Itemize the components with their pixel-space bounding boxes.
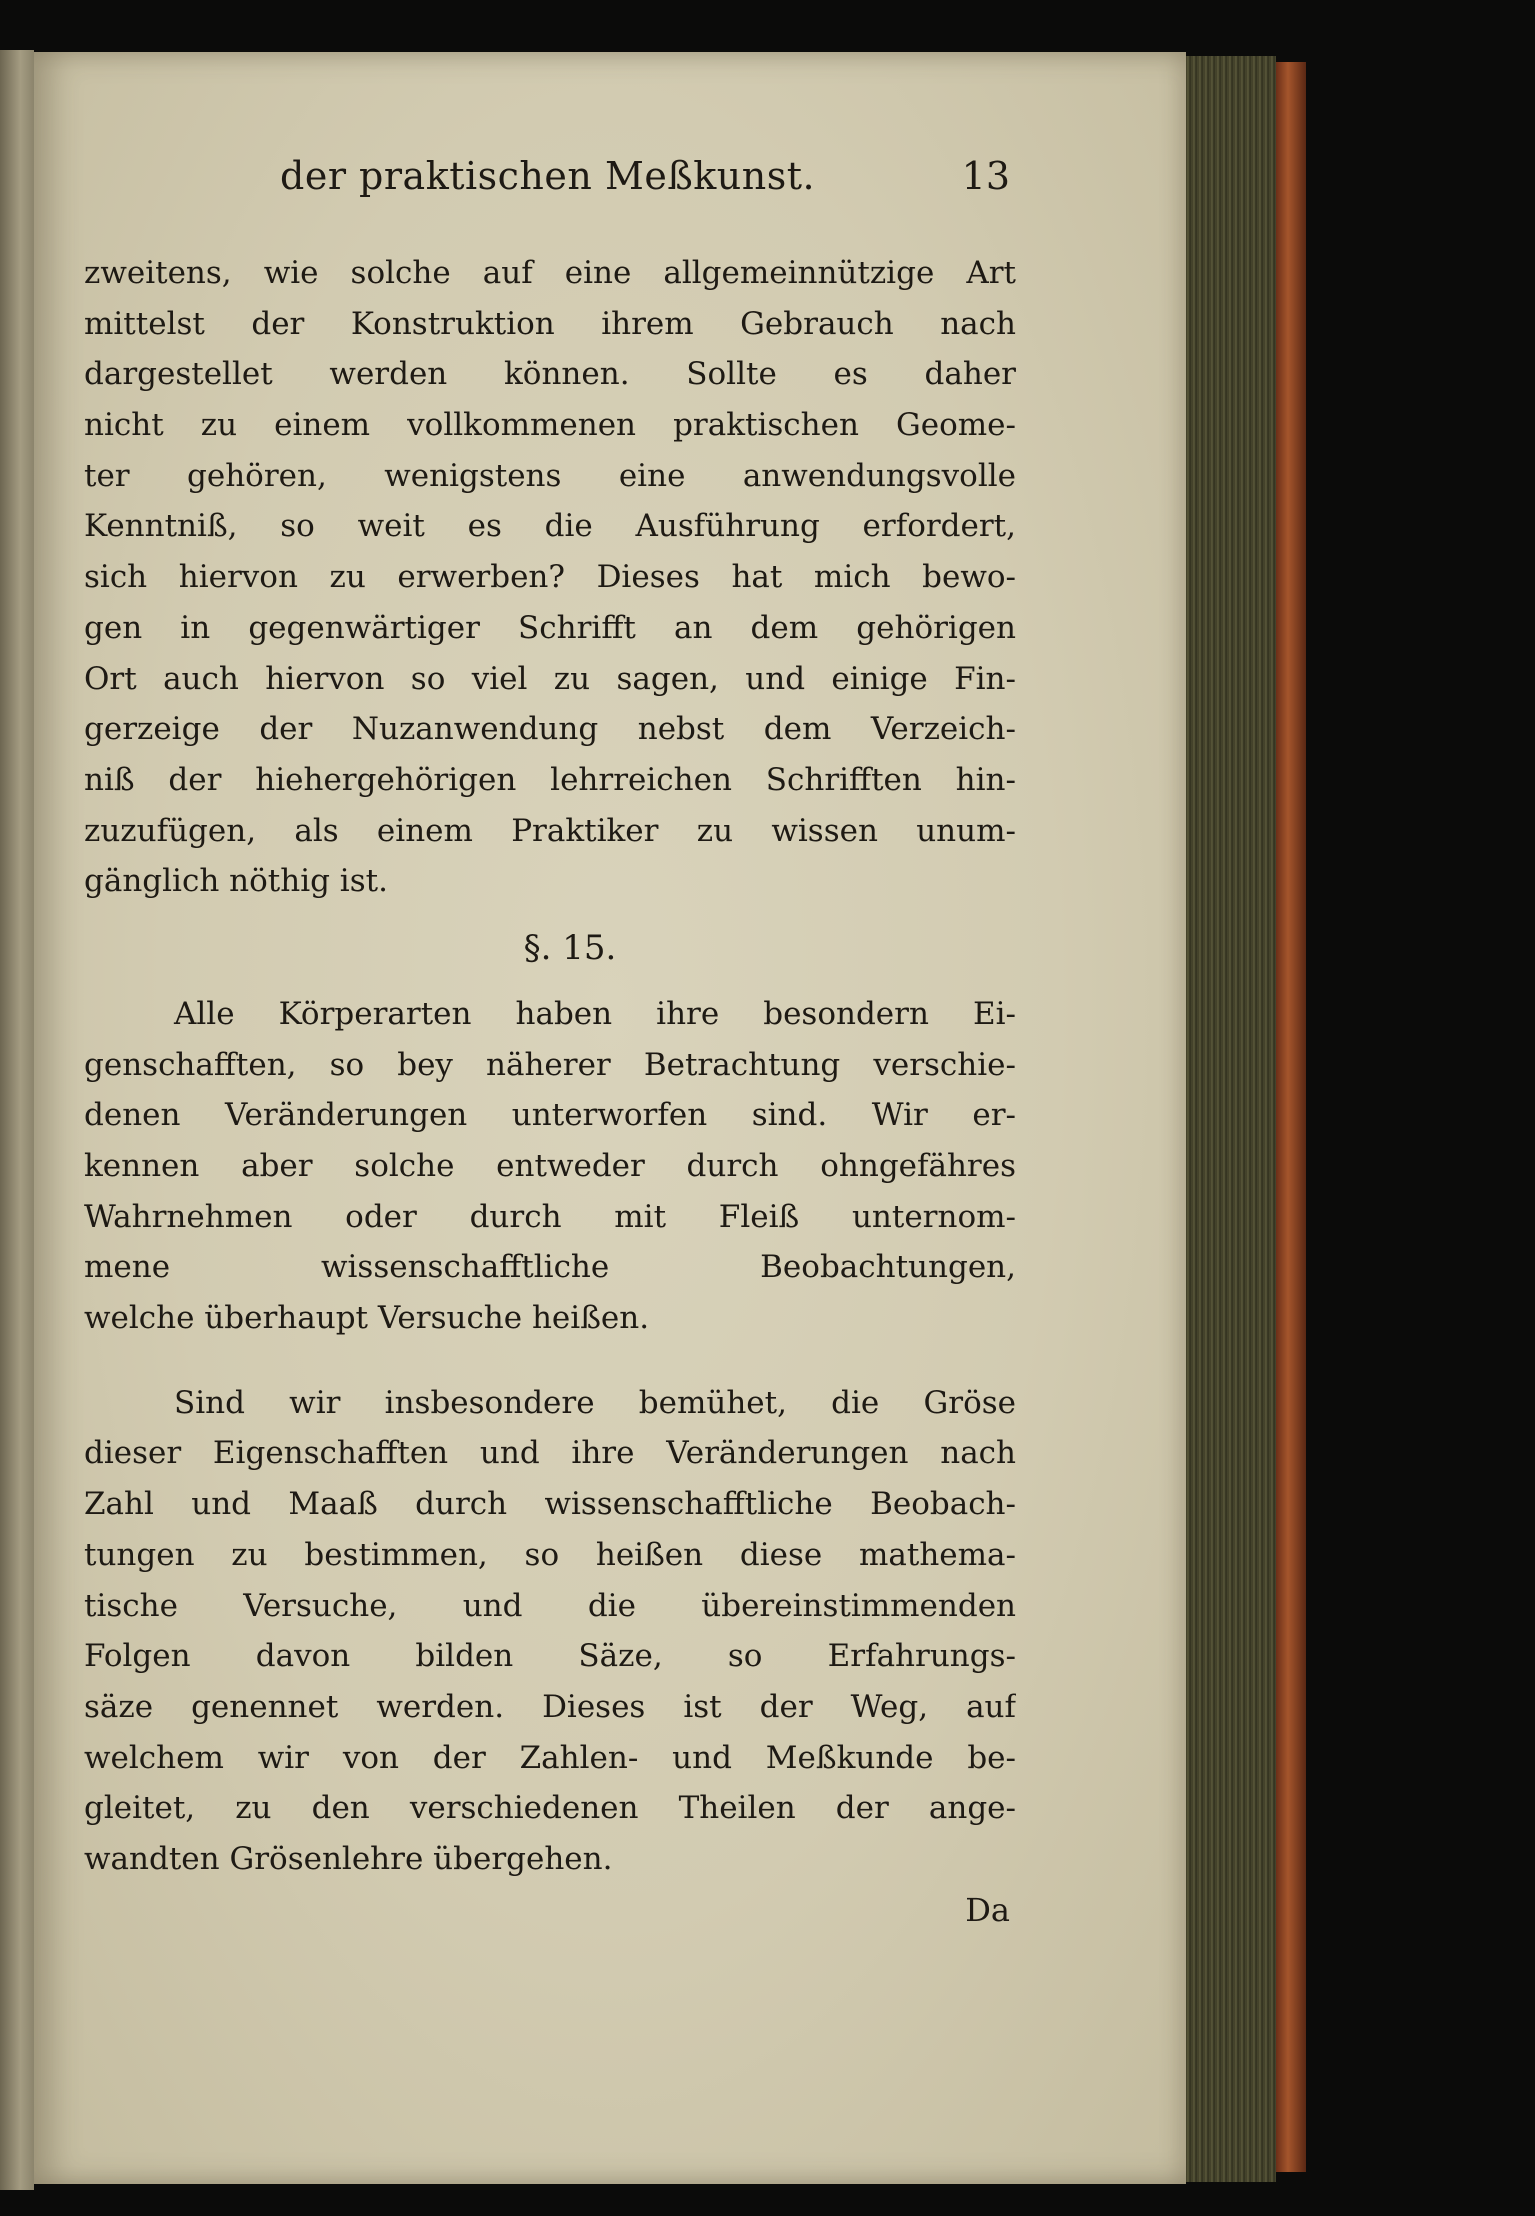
paragraph-spacer <box>84 1344 1016 1378</box>
text-line: dieser Eigenschafften und ihre Veränderungen nach <box>84 1435 1016 1472</box>
text-line: Folgen davon bilden Säze, so Erfahrungs- <box>84 1638 1016 1675</box>
text-line: welchem wir von der Zahlen- und Meßkunde be- <box>84 1739 1016 1776</box>
paragraph-2 <box>84 989 1016 1344</box>
text-line: wandten Grösenlehre übergehen. <box>84 1840 613 1877</box>
running-head: der praktischen Meßkunst. <box>280 154 816 198</box>
text-line: Sind wir insbesondere bemühet, die Gröse <box>174 1384 1016 1421</box>
previous-page-edge <box>0 50 34 2190</box>
text-line: Ort auch hiervon so viel zu sagen, und einige Fin- <box>84 660 1016 697</box>
text-line: mittelst der Konstruktion ihrem Gebrauch nach <box>84 305 1016 342</box>
text-line: gleitet, zu den verschiedenen Theilen der ange- <box>84 1790 1016 1827</box>
text-line: tische Versuche, und die übereinstimmenden <box>84 1587 1016 1624</box>
page-number: 13 <box>961 154 1010 198</box>
text-line: mene wissenschafftliche Beobachtungen, <box>84 1249 1016 1286</box>
page-block-edges <box>1186 56 1276 2182</box>
text-line: denen Veränderungen unterworfen sind. Wir er- <box>84 1097 1016 1134</box>
paragraph-3 <box>84 1378 1016 1885</box>
paragraph-1 <box>84 248 1016 907</box>
text-line: gerzeige der Nuzanwendung nebst dem Verzeich- <box>84 711 1016 748</box>
page-header <box>80 150 1010 200</box>
book-cover-edge <box>1276 62 1306 2172</box>
text-line: genschafften, so bey näherer Betrachtung verschie- <box>84 1046 1016 1083</box>
main-text <box>84 248 1016 1935</box>
text-line: welche überhaupt Versuche heißen. <box>84 1300 650 1337</box>
text-line: zweitens, wie solche auf eine allgemeinnützige Art <box>84 255 1016 291</box>
text-line: kennen aber solche entweder durch ohngefähres <box>84 1148 1016 1184</box>
text-line: Zahl und Maaß durch wissenschafftliche Beobach- <box>84 1486 1016 1523</box>
text-line: sich hiervon zu erwerben? Dieses hat mich bewo- <box>84 559 1016 596</box>
section-heading: §. 15. <box>523 927 617 968</box>
text-line: gen in gegenwärtiger Schrifft an dem gehörigen <box>84 609 1016 646</box>
text-line: gänglich nöthig ist. <box>84 863 388 900</box>
text-line: Wahrnehmen oder durch mit Fleiß unternom- <box>84 1198 1016 1235</box>
text-line: Kenntniß, so weit es die Ausführung erfordert, <box>84 508 1016 545</box>
text-line: ter gehören, wenigstens eine anwendungsvolle <box>84 457 1016 494</box>
text-line: nicht zu einem vollkommenen praktischen Geome- <box>84 407 1016 444</box>
catchword: Da <box>965 1890 1010 1929</box>
text-line: säze genennet werden. Dieses ist der Weg, auf <box>84 1688 1016 1725</box>
text-line: zuzufügen, als einem Praktiker zu wissen unum- <box>84 812 1016 849</box>
text-line: tungen zu bestimmen, so heißen diese mathema- <box>84 1536 1016 1573</box>
text-line: Alle Körperarten haben ihre besondern Ei- <box>174 995 1016 1032</box>
text-line: niß der hiehergehörigen lehrreichen Schrifften hin- <box>84 761 1016 798</box>
text-line: dargestellet werden können. Sollte es daher <box>84 356 1016 393</box>
